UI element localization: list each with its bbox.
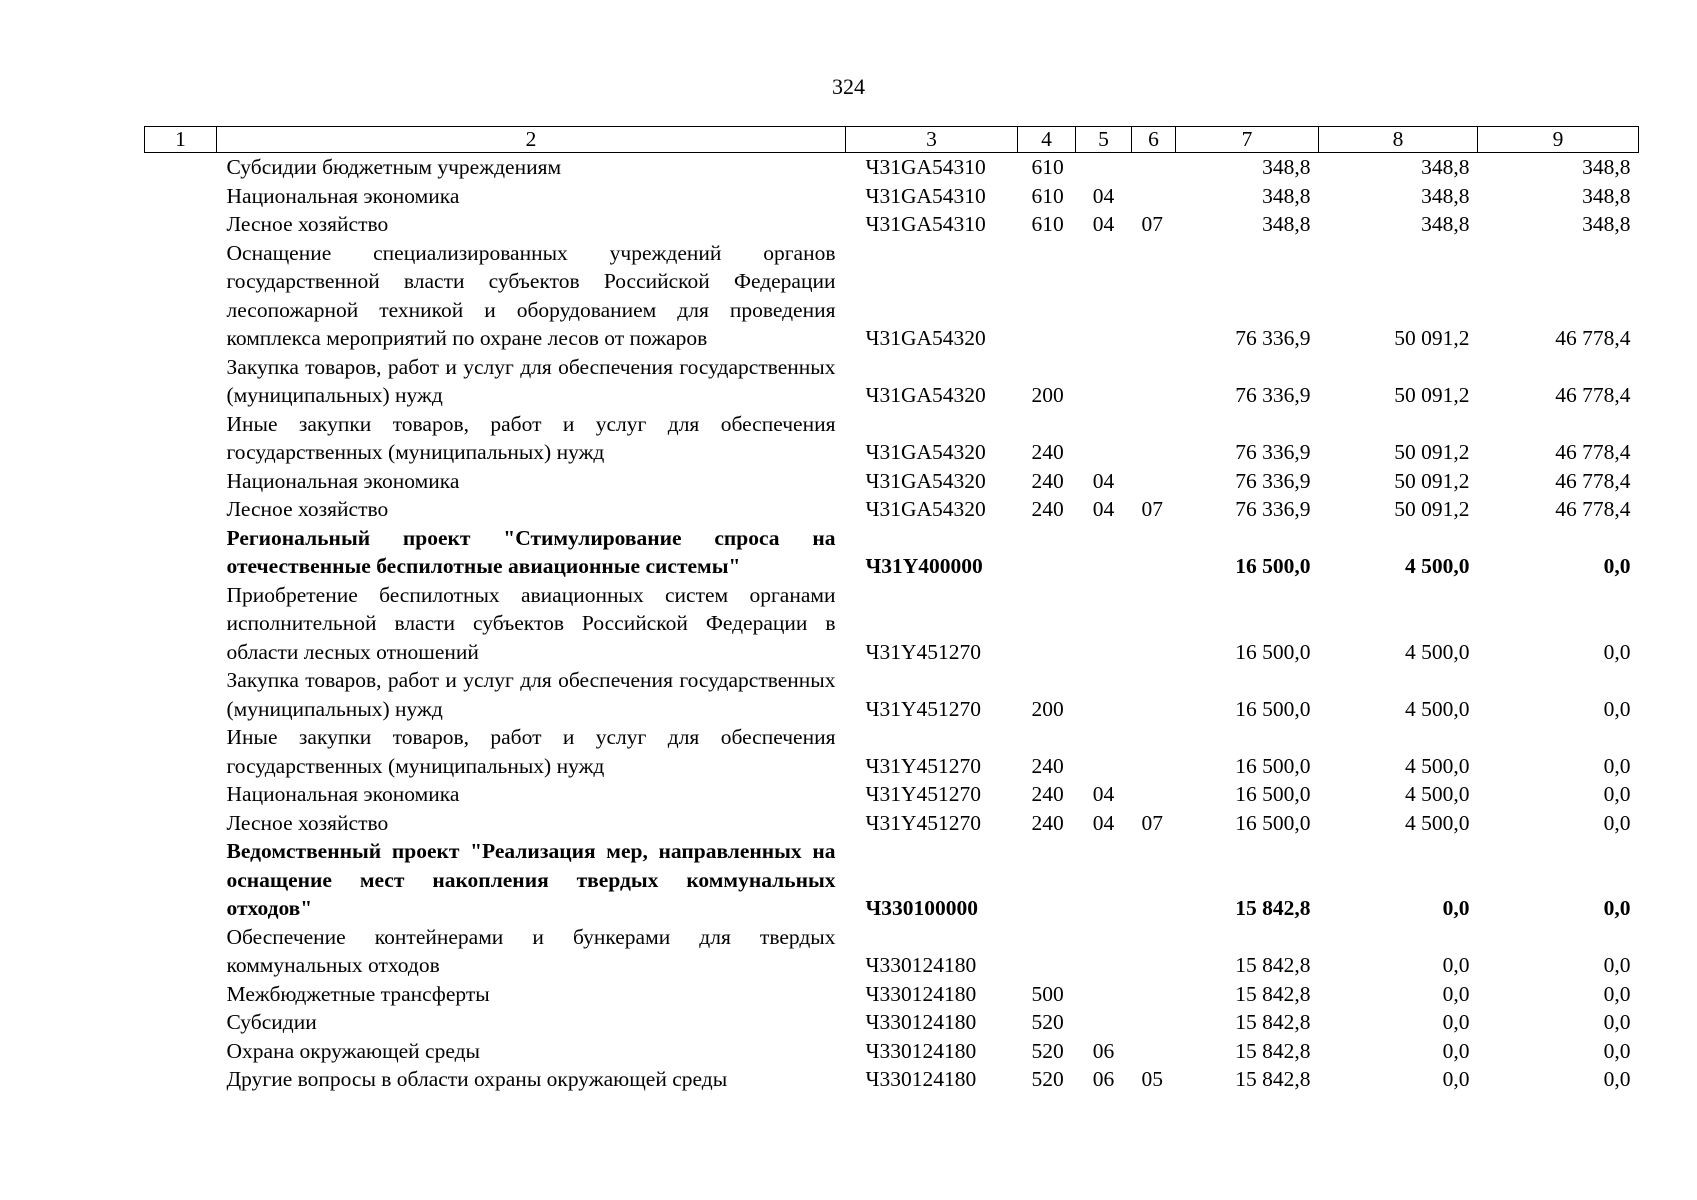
- cell-name: Лесное хозяйство: [226, 212, 389, 236]
- table-row: [145, 495, 1639, 524]
- cell-amount-year-1: 15 842,8: [1235, 1067, 1311, 1091]
- column-header-1: 1: [145, 127, 217, 153]
- column-header-3: 3: [846, 127, 1018, 153]
- cell-section: [1076, 1008, 1132, 1037]
- cell-section: [1076, 837, 1132, 923]
- table-row: [145, 1008, 1639, 1037]
- table-row: [145, 723, 1639, 780]
- cell-amount-year-1: 15 842,8: [1235, 896, 1311, 920]
- cell-amount-year-3: 0,0: [1603, 896, 1631, 920]
- cell-amount-year-2: 348,8: [1421, 212, 1470, 236]
- cell-expense-type: 520: [1031, 1010, 1064, 1034]
- cell-name: Охрана окружающей среды: [226, 1038, 480, 1063]
- cell-empty: [145, 410, 217, 467]
- cell-amount-year-2: 0,0: [1442, 981, 1470, 1006]
- cell-section: [1076, 524, 1132, 581]
- cell-amount-year-3: 348,8: [1582, 183, 1631, 208]
- cell-amount-year-1: 348,8: [1262, 183, 1311, 208]
- cell-name: Закупка товаров, работ и услуг для обеспечения государственных (муниципальных) нужд: [226, 354, 836, 407]
- cell-section: 06: [1092, 1038, 1115, 1063]
- table-row: [145, 980, 1639, 1009]
- cell-empty: [145, 581, 217, 667]
- cell-subsection: [1132, 837, 1176, 923]
- cell-subsection: 07: [1141, 497, 1163, 521]
- cell-name: Другие вопросы в области охраны окружающей среды: [226, 1067, 728, 1091]
- cell-amount-year-2: 50 091,2: [1394, 497, 1470, 521]
- cell-subsection: [1132, 923, 1176, 980]
- cell-target-code: Ч330124180: [865, 1067, 977, 1091]
- cell-expense-type: 610: [1031, 183, 1064, 208]
- cell-empty: [145, 1037, 217, 1066]
- cell-section: [1076, 581, 1132, 667]
- cell-amount-year-2: 0,0: [1442, 896, 1470, 920]
- cell-amount-year-1: 16 500,0: [1235, 753, 1311, 778]
- cell-name: Ведомственный проект "Реализация мер, направленных на оснащение мест накопления твердых коммунальных отходов": [226, 839, 836, 920]
- cell-amount-year-2: 4 500,0: [1405, 753, 1470, 778]
- cell-target-code: Ч31GA54320: [865, 383, 986, 407]
- cell-expense-type: 610: [1031, 155, 1064, 179]
- cell-section: 04: [1092, 183, 1115, 208]
- cell-empty: [145, 153, 217, 182]
- cell-amount-year-1: 76 336,9: [1235, 383, 1311, 407]
- cell-empty: [145, 524, 217, 581]
- table-row: [145, 1037, 1639, 1066]
- cell-expense-type: 610: [1031, 212, 1064, 236]
- cell-empty: [145, 1065, 217, 1094]
- cell-amount-year-3: 0,0: [1603, 1010, 1631, 1034]
- cell-target-code: Ч31GA54310: [865, 155, 986, 179]
- table-row: [145, 780, 1639, 809]
- cell-name: Субсидии: [226, 1010, 317, 1034]
- table-row: [145, 809, 1639, 838]
- cell-amount-year-2: 50 091,2: [1394, 468, 1470, 493]
- cell-amount-year-3: 46 778,4: [1555, 383, 1631, 407]
- cell-amount-year-2: 4 500,0: [1405, 696, 1470, 721]
- cell-subsection: 05: [1141, 1067, 1163, 1091]
- cell-section: [1076, 153, 1132, 182]
- cell-amount-year-3: 0,0: [1603, 981, 1631, 1006]
- cell-section: [1076, 666, 1132, 723]
- cell-name: Межбюджетные трансферты: [226, 981, 490, 1006]
- cell-expense-type: [1018, 923, 1076, 980]
- cell-expense-type: 520: [1031, 1067, 1064, 1091]
- cell-expense-type: 240: [1031, 440, 1064, 464]
- cell-amount-year-3: 0,0: [1603, 639, 1631, 664]
- cell-amount-year-1: 16 500,0: [1235, 696, 1311, 721]
- cell-name: Иные закупки товаров, работ и услуг для обеспечения государственных (муниципальных) нужд: [226, 411, 836, 464]
- column-header-4: 4: [1018, 127, 1076, 153]
- cell-amount-year-1: 76 336,9: [1235, 440, 1311, 464]
- cell-subsection: 07: [1141, 212, 1163, 236]
- table-row: [145, 210, 1639, 239]
- cell-amount-year-2: 50 091,2: [1394, 326, 1470, 350]
- cell-empty: [145, 780, 217, 809]
- cell-name: Национальная экономика: [226, 468, 460, 493]
- cell-section: [1076, 353, 1132, 410]
- cell-subsection: [1132, 980, 1176, 1009]
- cell-empty: [145, 980, 217, 1009]
- cell-amount-year-3: 46 778,4: [1555, 497, 1631, 521]
- cell-name: Субсидии бюджетным учреждениям: [226, 155, 562, 179]
- cell-section: 06: [1092, 1067, 1115, 1091]
- cell-amount-year-3: 0,0: [1603, 953, 1631, 977]
- cell-amount-year-2: 4 500,0: [1405, 782, 1470, 806]
- cell-amount-year-1: 15 842,8: [1235, 1010, 1311, 1034]
- column-header-8: 8: [1319, 127, 1478, 153]
- cell-amount-year-1: 15 842,8: [1235, 981, 1311, 1006]
- cell-name: Закупка товаров, работ и услуг для обеспечения государственных (муниципальных) нужд: [226, 668, 836, 721]
- cell-target-code: Ч330124180: [865, 981, 977, 1006]
- table-row: [145, 467, 1639, 496]
- cell-subsection: [1132, 153, 1176, 182]
- cell-amount-year-2: 0,0: [1442, 1067, 1470, 1091]
- cell-expense-type: [1018, 837, 1076, 923]
- cell-expense-type: 240: [1031, 468, 1064, 493]
- table-row: [145, 1065, 1639, 1094]
- cell-expense-type: 500: [1031, 981, 1064, 1006]
- table-row: [145, 239, 1639, 353]
- cell-target-code: Ч31Y451270: [865, 753, 981, 778]
- cell-amount-year-2: 4 500,0: [1405, 639, 1470, 664]
- cell-subsection: [1132, 353, 1176, 410]
- page-number: 324: [832, 74, 865, 99]
- cell-section: [1076, 239, 1132, 353]
- cell-subsection: [1132, 524, 1176, 581]
- cell-empty: [145, 353, 217, 410]
- cell-amount-year-3: 0,0: [1603, 554, 1631, 578]
- table-header-row: [145, 127, 1639, 153]
- cell-target-code: Ч31Y451270: [865, 639, 981, 664]
- table-row: [145, 923, 1639, 980]
- cell-amount-year-1: 76 336,9: [1235, 468, 1311, 493]
- cell-subsection: [1132, 723, 1176, 780]
- cell-amount-year-3: 0,0: [1603, 696, 1631, 721]
- column-header-7: 7: [1176, 127, 1319, 153]
- budget-table: [144, 126, 1639, 1094]
- table-row: [145, 182, 1639, 211]
- cell-empty: [145, 210, 217, 239]
- cell-subsection: [1132, 182, 1176, 211]
- cell-amount-year-2: 50 091,2: [1394, 440, 1470, 464]
- cell-target-code: Ч31Y400000: [865, 554, 983, 578]
- cell-amount-year-1: 16 500,0: [1235, 782, 1311, 806]
- cell-amount-year-3: 348,8: [1582, 155, 1631, 179]
- cell-section: [1076, 923, 1132, 980]
- table-row: [145, 153, 1639, 182]
- cell-amount-year-3: 0,0: [1603, 1038, 1631, 1063]
- cell-amount-year-1: 15 842,8: [1235, 953, 1311, 977]
- cell-target-code: Ч31GA54310: [865, 212, 986, 236]
- cell-amount-year-3: 46 778,4: [1555, 326, 1631, 350]
- cell-target-code: Ч31GA54320: [865, 440, 986, 464]
- table-row: [145, 353, 1639, 410]
- column-header-2: 2: [217, 127, 846, 153]
- cell-name: Обеспечение контейнерами и бункерами для твердых коммунальных отходов: [226, 924, 836, 977]
- cell-amount-year-2: 0,0: [1442, 1038, 1470, 1063]
- cell-target-code: Ч31GA54320: [865, 326, 986, 350]
- cell-target-code: Ч330100000: [865, 896, 979, 920]
- cell-expense-type: [1018, 239, 1076, 353]
- cell-empty: [145, 182, 217, 211]
- cell-target-code: Ч31GA54310: [865, 183, 986, 208]
- cell-name: Иные закупки товаров, работ и услуг для обеспечения государственных (муниципальных) нужд: [226, 725, 836, 778]
- cell-amount-year-3: 46 778,4: [1555, 468, 1631, 493]
- cell-expense-type: 240: [1031, 753, 1064, 778]
- cell-expense-type: 240: [1031, 810, 1064, 835]
- cell-section: [1076, 723, 1132, 780]
- cell-target-code: Ч31GA54320: [865, 497, 986, 521]
- cell-subsection: [1132, 581, 1176, 667]
- cell-amount-year-2: 348,8: [1421, 183, 1470, 208]
- cell-name: Национальная экономика: [226, 782, 460, 806]
- cell-amount-year-2: 348,8: [1421, 155, 1470, 179]
- cell-empty: [145, 495, 217, 524]
- cell-name: Региональный проект "Стимулирование спроса на отечественные беспилотные авиационные системы": [226, 525, 836, 578]
- cell-name: Оснащение специализированных учреждений органов государственной власти субъектов Российской Федерации лесопожарной техникой и оборудованием для проведения комплекса мероприятий по охране лесов от пожаров: [226, 240, 836, 350]
- cell-empty: [145, 1008, 217, 1037]
- cell-expense-type: [1018, 524, 1076, 581]
- cell-empty: [145, 923, 217, 980]
- column-header-6: 6: [1132, 127, 1176, 153]
- cell-amount-year-2: 0,0: [1442, 953, 1470, 977]
- cell-subsection: [1132, 1008, 1176, 1037]
- cell-amount-year-2: 0,0: [1442, 1010, 1470, 1034]
- cell-empty: [145, 723, 217, 780]
- cell-amount-year-3: 0,0: [1603, 1067, 1631, 1091]
- column-header-9: 9: [1478, 127, 1639, 153]
- cell-target-code: Ч330124180: [865, 953, 977, 977]
- cell-section: 04: [1092, 810, 1115, 835]
- table-row: [145, 524, 1639, 581]
- cell-target-code: Ч31Y451270: [865, 782, 981, 806]
- cell-amount-year-1: 76 336,9: [1235, 497, 1311, 521]
- cell-expense-type: 200: [1031, 696, 1064, 721]
- cell-expense-type: 520: [1031, 1038, 1064, 1063]
- cell-amount-year-2: 4 500,0: [1405, 810, 1470, 835]
- cell-amount-year-1: 15 842,8: [1235, 1038, 1311, 1063]
- cell-expense-type: 200: [1031, 383, 1064, 407]
- cell-section: [1076, 980, 1132, 1009]
- cell-empty: [145, 837, 217, 923]
- cell-amount-year-1: 16 500,0: [1235, 639, 1311, 664]
- cell-empty: [145, 809, 217, 838]
- cell-subsection: [1132, 1037, 1176, 1066]
- table-row: [145, 837, 1639, 923]
- cell-expense-type: 240: [1031, 497, 1064, 521]
- cell-amount-year-3: 0,0: [1603, 753, 1631, 778]
- cell-expense-type: 240: [1031, 782, 1064, 806]
- cell-section: 04: [1092, 782, 1115, 806]
- cell-name: Национальная экономика: [226, 183, 460, 208]
- cell-amount-year-1: 348,8: [1262, 212, 1311, 236]
- cell-amount-year-1: 16 500,0: [1235, 810, 1311, 835]
- table-row: [145, 666, 1639, 723]
- cell-target-code: Ч31GA54320: [865, 468, 986, 493]
- cell-amount-year-1: 348,8: [1262, 155, 1311, 179]
- cell-subsection: [1132, 239, 1176, 353]
- cell-expense-type: [1018, 581, 1076, 667]
- cell-subsection: 07: [1141, 810, 1163, 835]
- cell-empty: [145, 467, 217, 496]
- cell-subsection: [1132, 780, 1176, 809]
- cell-amount-year-2: 4 500,0: [1405, 554, 1470, 578]
- cell-amount-year-3: 0,0: [1603, 810, 1631, 835]
- cell-section: 04: [1092, 497, 1115, 521]
- cell-section: 04: [1092, 212, 1115, 236]
- cell-amount-year-1: 76 336,9: [1235, 326, 1311, 350]
- cell-amount-year-3: 0,0: [1603, 782, 1631, 806]
- table-row: [145, 410, 1639, 467]
- cell-target-code: Ч31Y451270: [865, 810, 981, 835]
- cell-section: 04: [1092, 468, 1115, 493]
- cell-amount-year-1: 16 500,0: [1235, 554, 1311, 578]
- cell-amount-year-2: 50 091,2: [1394, 383, 1470, 407]
- table-row: [145, 581, 1639, 667]
- cell-empty: [145, 666, 217, 723]
- cell-subsection: [1132, 467, 1176, 496]
- cell-subsection: [1132, 410, 1176, 467]
- cell-name: Приобретение беспилотных авиационных систем органами исполнительной власти субъектов Российской Федерации в области лесных отношений: [226, 582, 836, 664]
- cell-target-code: Ч330124180: [865, 1010, 977, 1034]
- cell-target-code: Ч31Y451270: [865, 696, 981, 721]
- table-body: [145, 153, 1639, 1094]
- cell-amount-year-3: 348,8: [1582, 212, 1631, 236]
- cell-amount-year-3: 46 778,4: [1555, 440, 1631, 464]
- cell-name: Лесное хозяйство: [226, 810, 389, 835]
- column-header-5: 5: [1076, 127, 1132, 153]
- cell-subsection: [1132, 666, 1176, 723]
- cell-target-code: Ч330124180: [865, 1038, 977, 1063]
- cell-section: [1076, 410, 1132, 467]
- cell-name: Лесное хозяйство: [226, 497, 389, 521]
- cell-empty: [145, 239, 217, 353]
